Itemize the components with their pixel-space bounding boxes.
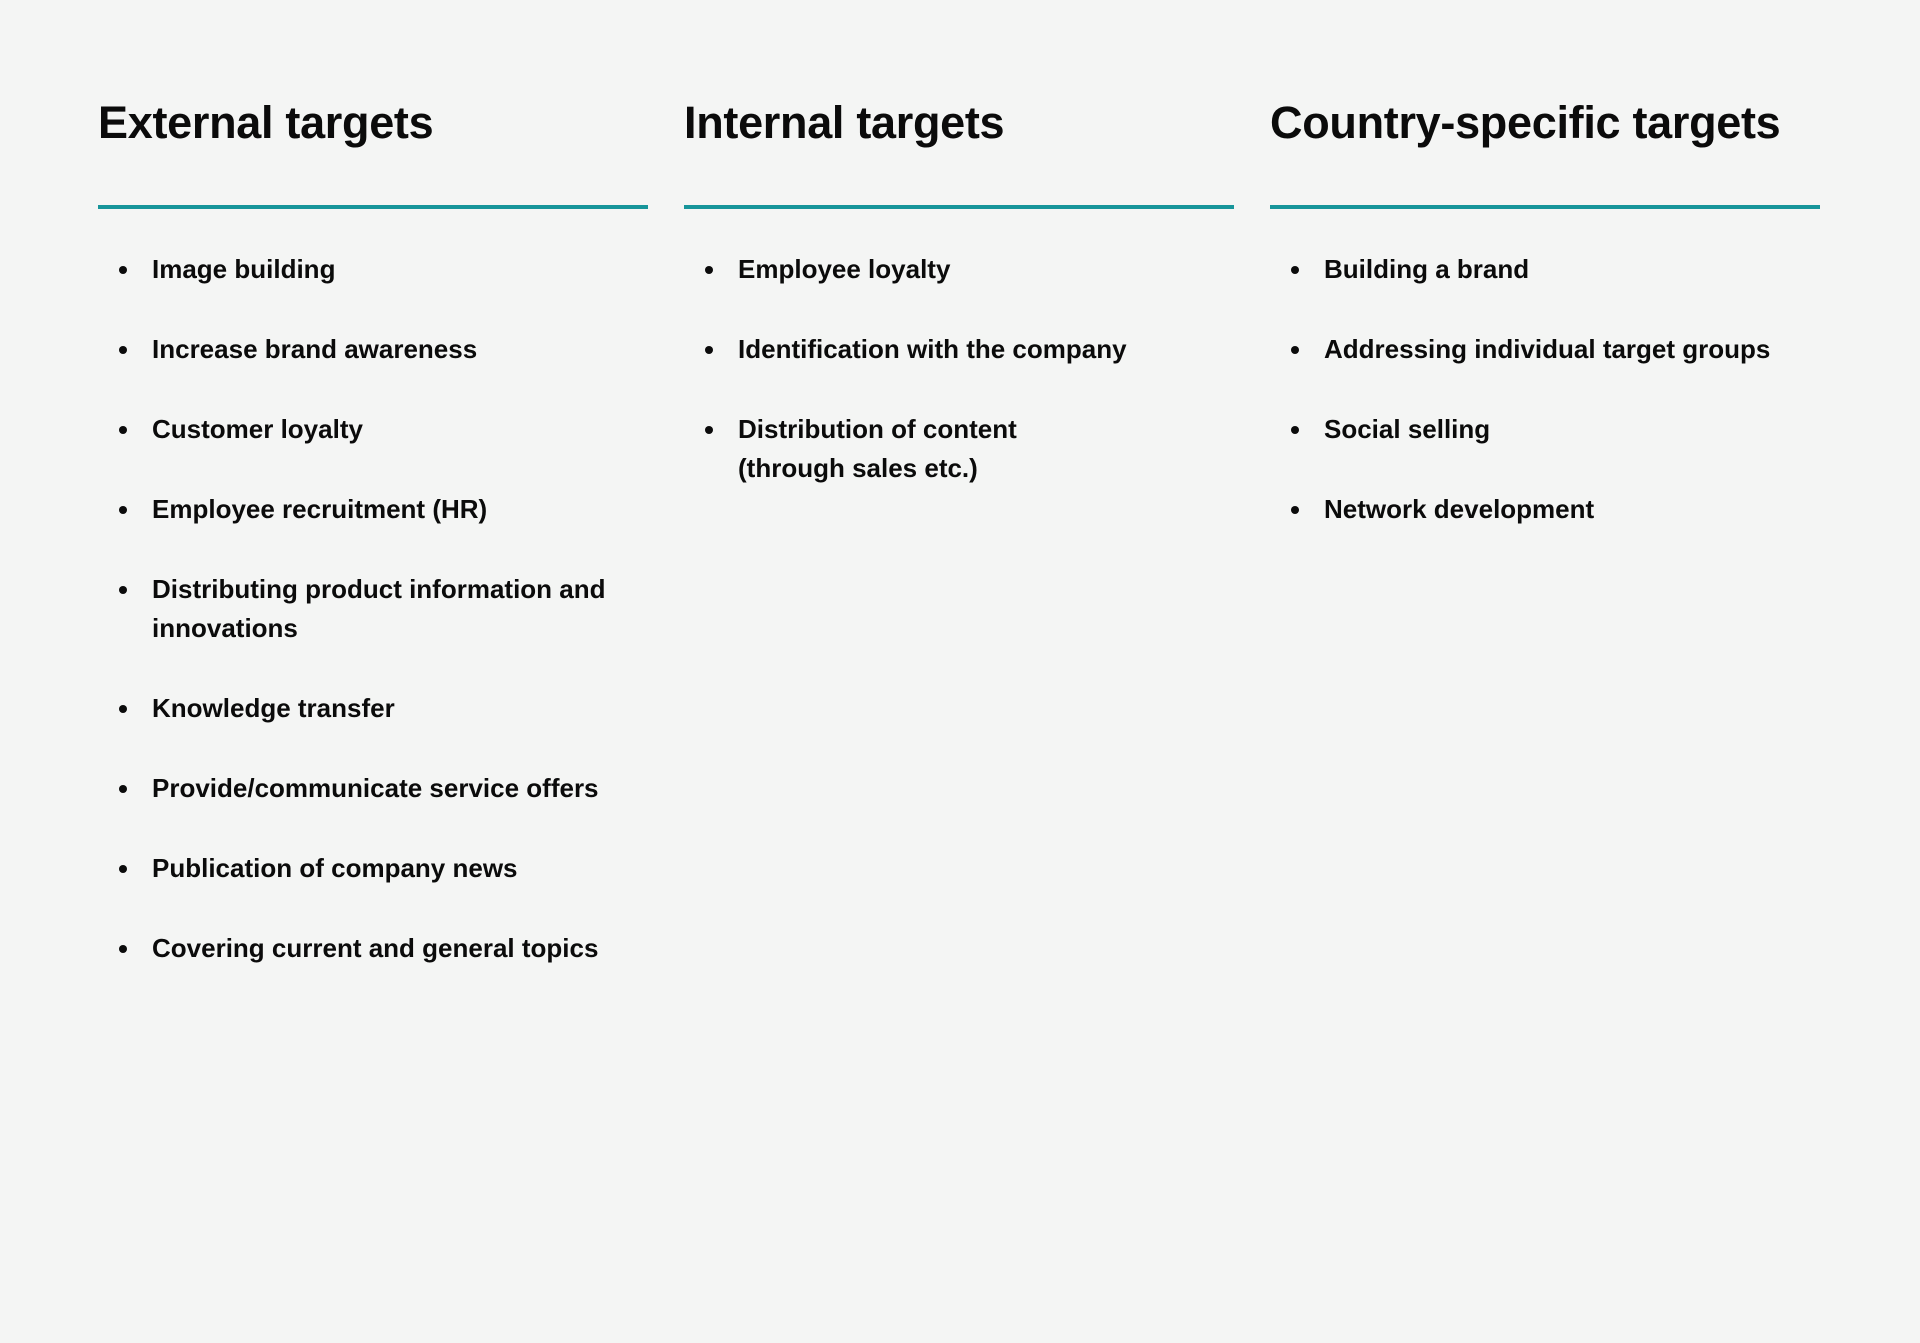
target-list-item [98,929,648,968]
target-item-label: Image building [152,254,336,284]
bullet-icon [1291,426,1299,434]
target-list-item [98,330,648,369]
external-targets-column [98,96,648,1009]
country-specific-targets-heading: Country-specific targets [1270,97,1781,148]
country-specific-targets-column [1270,96,1820,1009]
bullet-icon [119,705,127,713]
target-list-item [98,689,648,728]
target-list-item [684,250,1234,289]
bullet-icon [119,586,127,594]
bullet-icon [705,346,713,354]
bullet-icon [119,506,127,514]
country-specific-targets-divider [1270,205,1820,209]
target-item-label: Publication of company news [152,853,518,883]
internal-targets-column [684,96,1234,1009]
target-list-item [1270,250,1820,289]
external-targets-list [98,250,648,968]
target-item-label: Identification with the company [738,334,1127,364]
bullet-icon [119,346,127,354]
bullet-icon [705,266,713,274]
target-list-item [684,330,1234,369]
internal-targets-heading: Internal targets [684,97,1005,148]
target-item-label: Addressing individual target groups [1324,334,1771,364]
target-item-label: Network development [1324,494,1595,524]
target-list-item [98,410,648,449]
internal-targets-list [684,250,1234,488]
bullet-icon [119,865,127,873]
target-list-item [98,769,648,808]
target-item-label: Knowledge transfer [152,693,395,723]
target-item-label: Covering current and general topics [152,933,599,963]
internal-targets-divider [684,205,1234,209]
target-list-item [1270,410,1820,449]
target-item-label: Distribution of content (through sales etc.) [738,414,1017,483]
target-item-label: Employee loyalty [738,254,951,284]
target-list-item [1270,330,1820,369]
bullet-icon [1291,346,1299,354]
country-specific-targets-list [1270,250,1820,529]
target-list-item [1270,490,1820,529]
target-list-item [684,410,1234,488]
target-item-label: Distributing product information and innovations [152,574,606,643]
bullet-icon [119,426,127,434]
bullet-icon [119,945,127,953]
target-list-item [98,570,648,648]
target-item-label: Increase brand awareness [152,334,478,364]
bullet-icon [705,426,713,434]
external-targets-heading: External targets [98,97,434,148]
external-targets-divider [98,205,648,209]
target-list-item [98,490,648,529]
target-list-item [98,849,648,888]
bullet-icon [119,266,127,274]
target-item-label: Employee recruitment (HR) [152,494,488,524]
bullet-icon [1291,506,1299,514]
target-item-label: Customer loyalty [152,414,363,444]
bullet-icon [1291,266,1299,274]
target-item-label: Building a brand [1324,254,1530,284]
target-list-item [98,250,648,289]
bullet-icon [119,785,127,793]
target-item-label: Social selling [1324,414,1491,444]
target-columns [98,96,1822,1009]
target-item-label: Provide/communicate service offers [152,773,599,803]
